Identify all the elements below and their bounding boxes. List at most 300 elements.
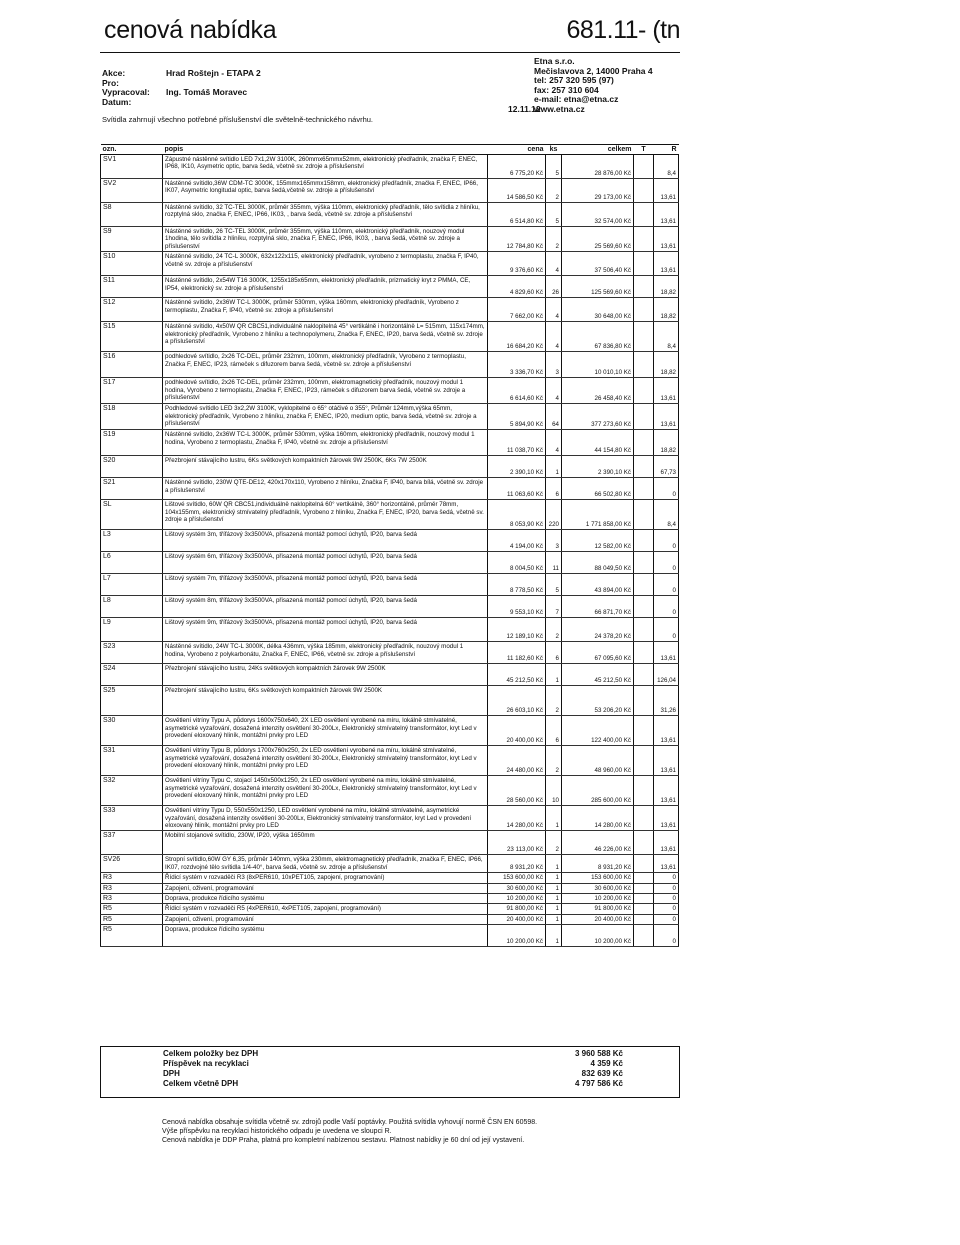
row-recycling-fee: 0 bbox=[654, 552, 679, 574]
row-quantity: 5 bbox=[546, 155, 562, 179]
footer-line: Cenová nabídka obsahuje svítidla včetně sv. zdrojů podle Vaší poptávky. Použitá svítidla vyhovují normě ČSN EN 60598. bbox=[162, 1119, 538, 1126]
items-table-body bbox=[101, 155, 679, 947]
row-t bbox=[634, 883, 654, 893]
table-row bbox=[101, 894, 679, 904]
row-description: Lištový systém 8m, třífázový 3x3500VA, přisazená montáž pomocí úchytů, IP20, barva šedá bbox=[163, 596, 488, 618]
table-row bbox=[101, 873, 679, 883]
row-unit-price: 24 480,00 Kč bbox=[488, 746, 546, 776]
row-unit-price: 11 182,60 Kč bbox=[488, 642, 546, 664]
row-quantity: 1 bbox=[546, 883, 562, 893]
row-total: 153 600,00 Kč bbox=[562, 873, 634, 883]
row-total: 37 506,40 Kč bbox=[562, 252, 634, 276]
row-quantity: 2 bbox=[546, 686, 562, 716]
row-code: SV2 bbox=[101, 179, 163, 203]
row-code: S18 bbox=[101, 404, 163, 430]
row-code: S17 bbox=[101, 378, 163, 404]
row-quantity: 4 bbox=[546, 322, 562, 352]
row-t bbox=[634, 298, 654, 322]
table-row bbox=[101, 456, 679, 478]
row-total: 285 600,00 Kč bbox=[562, 776, 634, 806]
summary-row bbox=[101, 1069, 679, 1079]
column-header-total: celkem bbox=[562, 145, 634, 155]
row-quantity: 3 bbox=[546, 352, 562, 378]
row-unit-price: 45 212,50 Kč bbox=[488, 664, 546, 686]
row-description: Přezbrojení stávajícího lustru, 24Ks světkových kompaktních žárovek 9W 2500K bbox=[163, 664, 488, 686]
table-row bbox=[101, 276, 679, 298]
row-description: Nástěnné svítidlo, 32 TC-TEL 3000K, průměr 355mm, výška 110mm, elektronický předřadník, tělo svítidla z hliníku, rozptylná sklo, značka F, ENEC, IP66, IK03, , barva šedá, včetně sv. zdroje a příslušenství bbox=[163, 203, 488, 227]
row-description: Nástěnné svítidlo,36W CDM-TC 3000K, 155mmx165mmx158mm, elektronický předřadník, značka F, ENEC, IP66, IK07, Asymetric longitudal optic, barva šedá,včetně sv. zdroje a příslušenství bbox=[163, 179, 488, 203]
row-total: 45 212,50 Kč bbox=[562, 664, 634, 686]
row-t bbox=[634, 155, 654, 179]
header-labels bbox=[102, 69, 150, 107]
row-t bbox=[634, 746, 654, 776]
row-quantity: 4 bbox=[546, 378, 562, 404]
column-header-desc: popis bbox=[163, 145, 488, 155]
row-description: Nástěnné svítidlo, 230W QTE-DE12, 420x170x110, Vyrobeno z hliníku, Značka F, IP40, barva bílá, včetně sv. zdroje a příslušenství bbox=[163, 478, 488, 500]
row-quantity: 4 bbox=[546, 298, 562, 322]
row-code: R3 bbox=[101, 883, 163, 893]
table-row bbox=[101, 298, 679, 322]
value-vypracoval: Ing. Tomáš Moravec bbox=[166, 87, 248, 98]
row-t bbox=[634, 855, 654, 873]
row-total: 43 894,00 Kč bbox=[562, 574, 634, 596]
row-t bbox=[634, 478, 654, 500]
row-quantity: 6 bbox=[546, 642, 562, 664]
row-unit-price: 8 778,50 Kč bbox=[488, 574, 546, 596]
table-row bbox=[101, 500, 679, 530]
row-recycling-fee: 31,26 bbox=[654, 686, 679, 716]
summary-value: 4 359 Kč bbox=[590, 1059, 623, 1068]
row-description: Osvětlení vitríny Typu A, půdorys 1600x750x640, 2X LED osvětlení vyrobené na míru, lokálně stmívatelné, asymetrické vyzařování, dosažená intenzity osvětlení 30-200Lx, Elektronický stmívatelný transformátor, kryt Led v provedení eloxovaný hliník, montážní prvky pro LED bbox=[163, 716, 488, 746]
row-code: S15 bbox=[101, 322, 163, 352]
row-total: 10 010,10 Kč bbox=[562, 352, 634, 378]
row-t bbox=[634, 430, 654, 456]
row-unit-price: 3 336,70 Kč bbox=[488, 352, 546, 378]
row-t bbox=[634, 776, 654, 806]
row-quantity: 1 bbox=[546, 925, 562, 947]
row-description: podhledové svítidlo, 2x26 TC-DEL, průměr 232mm, 100mm, elektromagnetický předřadník, nouzový modul 1 hodina, Vyrobeno z termoplastu, Značka F, ENEC, IP23, rámeček s difuzorem barva šedá, včetně sv. zdroje a příslušenství bbox=[163, 378, 488, 404]
row-description: Nástěnné svítidlo, 2x36W TC-L 3000K, průměr 530mm, výška 160mm, elektronický předřadník, nouzový modul 1 hodina, Vyrobeno z termoplastu, Značka F, IP40, včetně sv. zdroje a příslušenství bbox=[163, 430, 488, 456]
row-unit-price: 8 004,50 Kč bbox=[488, 552, 546, 574]
row-code: S10 bbox=[101, 252, 163, 276]
row-t bbox=[634, 873, 654, 883]
row-t bbox=[634, 352, 654, 378]
row-t bbox=[634, 716, 654, 746]
row-code: S19 bbox=[101, 430, 163, 456]
row-quantity: 1 bbox=[546, 894, 562, 904]
column-header-t: T bbox=[634, 145, 654, 155]
items-table bbox=[100, 144, 679, 947]
row-t bbox=[634, 904, 654, 914]
table-row bbox=[101, 904, 679, 914]
row-recycling-fee: 0 bbox=[654, 478, 679, 500]
row-recycling-fee: 0 bbox=[654, 925, 679, 947]
row-description: Nástěnné svítidlo, 2x54W T16 3000K, 1255x185x65mm, elektronický předřadník, prizmatický kryt z PMMA, CE, IP54, elektronický sv. zdroje a příslušenství bbox=[163, 276, 488, 298]
label-datum: Datum: bbox=[102, 96, 132, 107]
company-name: Etna s.r.o. bbox=[534, 56, 575, 66]
label-akce: Akce: bbox=[102, 68, 126, 78]
row-description: Nástěnné svítidlo, 26 TC-TEL 3000K, průměr 355mm, výška 110mm, elektronický předřadník, nouzový modul 1hodina, tělo svítidla z hliníku, rozptylná sklo, značka F, ENEC, IP66, IK03, , barva šedá, včetně sv. zdroje a příslušenství bbox=[163, 227, 488, 252]
row-t bbox=[634, 552, 654, 574]
row-t bbox=[634, 831, 654, 855]
row-total: 91 800,00 Kč bbox=[562, 904, 634, 914]
row-unit-price: 6 775,20 Kč bbox=[488, 155, 546, 179]
row-description: podhledové svítidlo, 2x26 TC-DEL, průměr 232mm, 100mm, elektronický předřadník, Vyrobeno z termoplastu, Značka F, ENEC, IP23, rámeček s difuzorem barva šedá, včetně sv. zdroje a příslušenství bbox=[163, 352, 488, 378]
row-code: S12 bbox=[101, 298, 163, 322]
row-unit-price: 28 560,00 Kč bbox=[488, 776, 546, 806]
table-row bbox=[101, 478, 679, 500]
label-pro: Pro: bbox=[102, 77, 119, 88]
row-description: Lištový systém 3m, třífázový 3x3500VA, přisazená montáž pomocí úchytů, IP20, barva šedá bbox=[163, 530, 488, 552]
row-total: 48 960,00 Kč bbox=[562, 746, 634, 776]
table-row bbox=[101, 530, 679, 552]
row-code: S8 bbox=[101, 203, 163, 227]
row-t bbox=[634, 664, 654, 686]
summary-row bbox=[101, 1079, 679, 1089]
table-header-row bbox=[101, 145, 679, 155]
row-recycling-fee: 13,61 bbox=[654, 806, 679, 831]
column-header-price: cena bbox=[488, 145, 546, 155]
row-quantity: 4 bbox=[546, 252, 562, 276]
row-total: 10 200,00 Kč bbox=[562, 894, 634, 904]
row-code: R3 bbox=[101, 873, 163, 883]
row-total: 25 569,60 Kč bbox=[562, 227, 634, 252]
table-row bbox=[101, 552, 679, 574]
table-row bbox=[101, 404, 679, 430]
column-header-code: ozn. bbox=[101, 145, 163, 155]
row-t bbox=[634, 574, 654, 596]
row-total: 66 502,80 Kč bbox=[562, 478, 634, 500]
summary-label: Celkem včetně DPH bbox=[163, 1079, 239, 1088]
row-quantity: 1 bbox=[546, 904, 562, 914]
row-quantity: 5 bbox=[546, 203, 562, 227]
table-row bbox=[101, 352, 679, 378]
row-unit-price: 10 200,00 Kč bbox=[488, 925, 546, 947]
row-description: Doprava, produkce řídicího systému bbox=[163, 925, 488, 947]
row-total: 29 173,00 Kč bbox=[562, 179, 634, 203]
row-description: Podhledové svítidlo LED 3x2,2W 3100K, vyklopitelné o 65° otáčivé o 355°, Průměr 124mm,výška 65mm, elektronický předřadník, Vyrobeno z hliníku, značka F, ENEC, IP20, medium optic, barva šedá, včetně sv. zdroje a příslušenství bbox=[163, 404, 488, 430]
header-block bbox=[100, 53, 680, 123]
company-address: Mečislavova 2, 14000 Praha 4 bbox=[534, 65, 653, 76]
table-row bbox=[101, 155, 679, 179]
column-header-r: R bbox=[654, 145, 679, 155]
row-recycling-fee: 0 bbox=[654, 894, 679, 904]
row-t bbox=[634, 642, 654, 664]
row-quantity: 26 bbox=[546, 276, 562, 298]
row-recycling-fee: 18,82 bbox=[654, 276, 679, 298]
row-description: Lištový systém 6m, třífázový 3x3500VA, přisazená montáž pomocí úchytů, IP20, barva šedá bbox=[163, 552, 488, 574]
row-t bbox=[634, 806, 654, 831]
row-recycling-fee: 18,82 bbox=[654, 352, 679, 378]
row-quantity: 5 bbox=[546, 574, 562, 596]
row-total: 10 200,00 Kč bbox=[562, 925, 634, 947]
row-t bbox=[634, 227, 654, 252]
row-recycling-fee: 8,4 bbox=[654, 322, 679, 352]
company-block bbox=[534, 57, 684, 115]
row-t bbox=[634, 530, 654, 552]
row-recycling-fee: 0 bbox=[654, 574, 679, 596]
row-code: S16 bbox=[101, 352, 163, 378]
row-total: 44 154,80 Kč bbox=[562, 430, 634, 456]
title-row bbox=[100, 16, 680, 53]
summary-value: 3 960 588 Kč bbox=[574, 1049, 623, 1058]
row-unit-price: 11 038,70 Kč bbox=[488, 430, 546, 456]
row-t bbox=[634, 252, 654, 276]
row-quantity: 2 bbox=[546, 179, 562, 203]
row-total: 53 206,20 Kč bbox=[562, 686, 634, 716]
row-code: S32 bbox=[101, 776, 163, 806]
row-code: SL bbox=[101, 500, 163, 530]
row-quantity: 2 bbox=[546, 746, 562, 776]
row-total: 14 280,00 Kč bbox=[562, 806, 634, 831]
row-unit-price: 14 280,00 Kč bbox=[488, 806, 546, 831]
row-total: 12 582,00 Kč bbox=[562, 530, 634, 552]
row-unit-price: 6 614,60 Kč bbox=[488, 378, 546, 404]
row-recycling-fee: 0 bbox=[654, 596, 679, 618]
row-recycling-fee: 0 bbox=[654, 530, 679, 552]
row-code: R5 bbox=[101, 925, 163, 947]
row-t bbox=[634, 596, 654, 618]
row-unit-price: 9 553,10 Kč bbox=[488, 596, 546, 618]
row-quantity: 1 bbox=[546, 806, 562, 831]
row-quantity: 220 bbox=[546, 500, 562, 530]
row-quantity: 7 bbox=[546, 596, 562, 618]
row-total: 30 600,00 Kč bbox=[562, 883, 634, 893]
row-description: Nástěnné svítidlo, 4x50W QR CBC51,individuálně naklopitelná 45° vertikálně i horizontálně L= 515mm, 115x174mm, elektronický předřadník, Vyrobeno z hliníku a technopolymeru, Značka F, ENEC, IP20, barva šedá, včetně sv. zdroje a příslušenství bbox=[163, 322, 488, 352]
company-fax: fax: 257 310 604 bbox=[534, 84, 599, 95]
row-code: R5 bbox=[101, 904, 163, 914]
row-recycling-fee: 13,61 bbox=[654, 831, 679, 855]
row-quantity: 6 bbox=[546, 716, 562, 746]
row-description: Přezbrojení stávajícího lustru, 6Ks světkových kompaktních žárovek 9W 2500K bbox=[163, 686, 488, 716]
row-unit-price: 20 400,00 Kč bbox=[488, 914, 546, 924]
row-unit-price: 7 662,00 Kč bbox=[488, 298, 546, 322]
table-row bbox=[101, 378, 679, 404]
document-title: cenová nabídka bbox=[104, 16, 277, 44]
row-total: 30 648,00 Kč bbox=[562, 298, 634, 322]
table-row bbox=[101, 664, 679, 686]
row-description: Lištový systém 7m, třífázový 3x3500VA, přisazená montáž pomocí úchytů, IP20, barva šedá bbox=[163, 574, 488, 596]
row-t bbox=[634, 686, 654, 716]
row-t bbox=[634, 378, 654, 404]
row-total: 377 273,60 Kč bbox=[562, 404, 634, 430]
row-recycling-fee: 13,61 bbox=[654, 227, 679, 252]
row-description: Nástěnné svítidlo, 24 TC-L 3000K, 632x122x115, elektronický předřadník, vyrobeno z termoplastu, značka F, IP40, včetně sv. zdroje a příslušenství bbox=[163, 252, 488, 276]
table-row bbox=[101, 716, 679, 746]
row-code: S30 bbox=[101, 716, 163, 746]
row-description: Řídicí systém v rozvaděči R5 (4xPER610, 4xPET105, zapojení, programování) bbox=[163, 904, 488, 914]
row-recycling-fee: 0 bbox=[654, 873, 679, 883]
row-total: 2 390,10 Kč bbox=[562, 456, 634, 478]
table-row bbox=[101, 925, 679, 947]
row-quantity: 6 bbox=[546, 478, 562, 500]
row-unit-price: 12 784,80 Kč bbox=[488, 227, 546, 252]
row-unit-price: 12 189,10 Kč bbox=[488, 618, 546, 642]
row-description: Zapojení, oživení, programování bbox=[163, 883, 488, 893]
table-row bbox=[101, 914, 679, 924]
row-description: Nástěnné svítidlo, 24W TC-L 3000K, délka 436mm, výška 185mm, elektronický předřadník, nouzový modul 1 hodina, Vyrobeno z polykarbonátu, Značka F, ENEC, IP66, včetně sv. zdroje a příslušenství bbox=[163, 642, 488, 664]
table-row bbox=[101, 806, 679, 831]
row-recycling-fee: 8,4 bbox=[654, 155, 679, 179]
row-code: S20 bbox=[101, 456, 163, 478]
row-recycling-fee: 8,4 bbox=[654, 500, 679, 530]
footer-line: Cenová nabídka je DDP Praha, platná pro kompletní nabízenou sestavu. Platnost nabídky je 60 dní od její vystavení. bbox=[162, 1137, 525, 1144]
row-unit-price: 2 390,10 Kč bbox=[488, 456, 546, 478]
row-quantity: 64 bbox=[546, 404, 562, 430]
row-quantity: 1 bbox=[546, 873, 562, 883]
header-note: Svítidla zahrnují všechno potřebné příslušenství dle světelně-technického návrhu. bbox=[102, 115, 373, 124]
row-code: S33 bbox=[101, 806, 163, 831]
table-row bbox=[101, 883, 679, 893]
row-total: 26 458,40 Kč bbox=[562, 378, 634, 404]
summary-box bbox=[100, 1046, 680, 1098]
row-quantity: 10 bbox=[546, 776, 562, 806]
row-recycling-fee: 67,73 bbox=[654, 456, 679, 478]
row-quantity: 2 bbox=[546, 227, 562, 252]
row-code: L9 bbox=[101, 618, 163, 642]
row-code: SV1 bbox=[101, 155, 163, 179]
row-recycling-fee: 0 bbox=[654, 618, 679, 642]
summary-label: DPH bbox=[163, 1069, 180, 1078]
row-quantity: 1 bbox=[546, 914, 562, 924]
row-recycling-fee: 126,04 bbox=[654, 664, 679, 686]
row-description: Doprava, produkce řídicího systému bbox=[163, 894, 488, 904]
table-row bbox=[101, 746, 679, 776]
row-total: 28 876,00 Kč bbox=[562, 155, 634, 179]
row-quantity: 2 bbox=[546, 618, 562, 642]
row-t bbox=[634, 500, 654, 530]
table-row bbox=[101, 179, 679, 203]
row-recycling-fee: 13,61 bbox=[654, 404, 679, 430]
row-unit-price: 6 514,80 Kč bbox=[488, 203, 546, 227]
row-recycling-fee: 18,82 bbox=[654, 298, 679, 322]
price-quote-document bbox=[100, 16, 680, 1144]
row-code: L7 bbox=[101, 574, 163, 596]
row-description: Nástěnné svítidlo, 2x36W TC-L 3000K, průměr 530mm, výška 160mm, elektronický předřadník, Vyrobeno z termoplastu, Značka F, IP40, včetně sv. zdroje a příslušenství bbox=[163, 298, 488, 322]
row-quantity: 11 bbox=[546, 552, 562, 574]
row-recycling-fee: 0 bbox=[654, 904, 679, 914]
row-code: S24 bbox=[101, 664, 163, 686]
row-code: S31 bbox=[101, 746, 163, 776]
row-code: S11 bbox=[101, 276, 163, 298]
row-code: S37 bbox=[101, 831, 163, 855]
row-total: 46 226,00 Kč bbox=[562, 831, 634, 855]
summary-label: Příspěvek na recyklaci bbox=[163, 1059, 249, 1068]
row-t bbox=[634, 404, 654, 430]
row-total: 8 931,20 Kč bbox=[562, 855, 634, 873]
column-header-qty: ks bbox=[546, 145, 562, 155]
footer-line: Výše příspěvku na recyklaci historického odpadu je uvedena ve sloupci R. bbox=[162, 1128, 392, 1135]
table-row bbox=[101, 855, 679, 873]
row-t bbox=[634, 914, 654, 924]
row-unit-price: 4 829,60 Kč bbox=[488, 276, 546, 298]
summary-row bbox=[101, 1059, 679, 1069]
summary-row bbox=[101, 1049, 679, 1059]
row-description: Osvětlení vitríny Typu B, půdorys 1700x760x250, 2x LED osvětlení vyrobené na míru, lokálně stmívatelné, asymetrické vyzařování, dosažená intenzity osvětlení 30-200Lx, Elektronický stmívatelný transformátor, kryt Led v provedení eloxovaný hliník, montážní prvky pro LED bbox=[163, 746, 488, 776]
document-number: 681.11- (tn bbox=[566, 16, 680, 44]
row-code: R3 bbox=[101, 894, 163, 904]
row-unit-price: 4 194,00 Kč bbox=[488, 530, 546, 552]
row-total: 32 574,00 Kč bbox=[562, 203, 634, 227]
row-total: 122 400,00 Kč bbox=[562, 716, 634, 746]
table-row bbox=[101, 430, 679, 456]
summary-value: 832 639 Kč bbox=[581, 1069, 623, 1078]
row-total: 67 836,80 Kč bbox=[562, 322, 634, 352]
row-description: Zápustné nástěnné svítidlo LED 7x1,2W 3100K, 260mmx65mmx52mm, elektronický předřadník, značka F, ENEC, IP68, IK10, Asymetric optic, barva šedá, včetně sv. zdroje a příslušenství bbox=[163, 155, 488, 179]
row-recycling-fee: 13,61 bbox=[654, 746, 679, 776]
row-unit-price: 8 931,20 Kč bbox=[488, 855, 546, 873]
company-web: www.etna.cz bbox=[534, 103, 585, 114]
row-description: Řídicí systém v rozvaděči R3 (8xPER610, 10xPET105, zapojení, programování) bbox=[163, 873, 488, 883]
row-unit-price: 30 600,00 Kč bbox=[488, 883, 546, 893]
row-description: Osvětlení vitríny Typu D, 550x550x1250, LED osvětlení vyrobené na míru, lokálně stmívatelné, asymetrické vyzařování, dosažená intenzity osvětlení 30-200Lx, Elektronický stmívatelný transformátor, kryt Led v provedení eloxovaný hliník, montážní prvky pro LED bbox=[163, 806, 488, 831]
row-t bbox=[634, 925, 654, 947]
row-code: L6 bbox=[101, 552, 163, 574]
row-recycling-fee: 13,61 bbox=[654, 855, 679, 873]
row-total: 24 378,20 Kč bbox=[562, 618, 634, 642]
row-recycling-fee: 13,61 bbox=[654, 252, 679, 276]
row-description: Zapojení, oživení, programování bbox=[163, 914, 488, 924]
row-recycling-fee: 13,61 bbox=[654, 776, 679, 806]
row-quantity: 1 bbox=[546, 664, 562, 686]
company-email: e-mail: etna@etna.cz bbox=[534, 94, 619, 105]
row-unit-price: 16 684,20 Kč bbox=[488, 322, 546, 352]
row-code: SV26 bbox=[101, 855, 163, 873]
row-quantity: 3 bbox=[546, 530, 562, 552]
row-description: Mobilní stojanové svítidlo, 230W, IP20, výška 1650mm bbox=[163, 831, 488, 855]
header-values bbox=[166, 69, 261, 98]
summary-value: 4 797 586 Kč bbox=[574, 1079, 623, 1088]
row-unit-price: 153 600,00 Kč bbox=[488, 873, 546, 883]
company-phone: tel: 257 320 595 (97) bbox=[534, 75, 614, 86]
row-unit-price: 5 894,90 Kč bbox=[488, 404, 546, 430]
table-row bbox=[101, 618, 679, 642]
value-akce: Hrad Roštejn - ETAPA 2 bbox=[166, 68, 261, 78]
table-row bbox=[101, 574, 679, 596]
row-t bbox=[634, 618, 654, 642]
row-unit-price: 14 586,50 Kč bbox=[488, 179, 546, 203]
row-description: Lištový systém 9m, třífázový 3x3500VA, přisazená montáž pomocí úchytů, IP20, barva šedá bbox=[163, 618, 488, 642]
table-row bbox=[101, 831, 679, 855]
row-code: S9 bbox=[101, 227, 163, 252]
row-t bbox=[634, 276, 654, 298]
row-recycling-fee: 13,61 bbox=[654, 203, 679, 227]
row-description: Stropní svítidlo,60W GY 6,35, průměr 140mm, výška 230mm, elektromagnetický předřadník, značka F, ENEC, IP66, IK07, rozdvojné tělo svítidla 1/4-40°, barva šedá, včetně sv. zdroje a příslušenství bbox=[163, 855, 488, 873]
row-code: S23 bbox=[101, 642, 163, 664]
row-unit-price: 11 063,60 Kč bbox=[488, 478, 546, 500]
row-unit-price: 8 053,90 Kč bbox=[488, 500, 546, 530]
table-row bbox=[101, 642, 679, 664]
row-description: Osvětlení vitríny Typu C, stojací 1450x500x1250, 2x LED osvětlení vyrobené na míru, lokálně stmívatelné, asymetrické vyzařování, dosažená intenzity osvětlení 30-200Lx, Elektronický stmívatelný transformátor, kryt Led v provedení eloxovaný hliník, montážní prvky pro LED bbox=[163, 776, 488, 806]
row-t bbox=[634, 456, 654, 478]
quote-date: 12.11.12 bbox=[508, 104, 541, 114]
row-unit-price: 23 113,00 Kč bbox=[488, 831, 546, 855]
row-description: Přezbrojení stávajícího lustru, 6Ks světkových kompaktních žárovek 9W 2500K, 6Ks 7W 2500K bbox=[163, 456, 488, 478]
row-unit-price: 9 376,60 Kč bbox=[488, 252, 546, 276]
table-row bbox=[101, 227, 679, 252]
row-code: L8 bbox=[101, 596, 163, 618]
table-row bbox=[101, 776, 679, 806]
row-total: 88 049,50 Kč bbox=[562, 552, 634, 574]
row-total: 125 569,60 Kč bbox=[562, 276, 634, 298]
summary-label: Celkem položky bez DPH bbox=[163, 1049, 259, 1058]
row-code: S25 bbox=[101, 686, 163, 716]
row-quantity: 4 bbox=[546, 430, 562, 456]
row-unit-price: 10 200,00 Kč bbox=[488, 894, 546, 904]
row-total: 1 771 858,00 Kč bbox=[562, 500, 634, 530]
row-recycling-fee: 18,82 bbox=[654, 430, 679, 456]
table-row bbox=[101, 322, 679, 352]
